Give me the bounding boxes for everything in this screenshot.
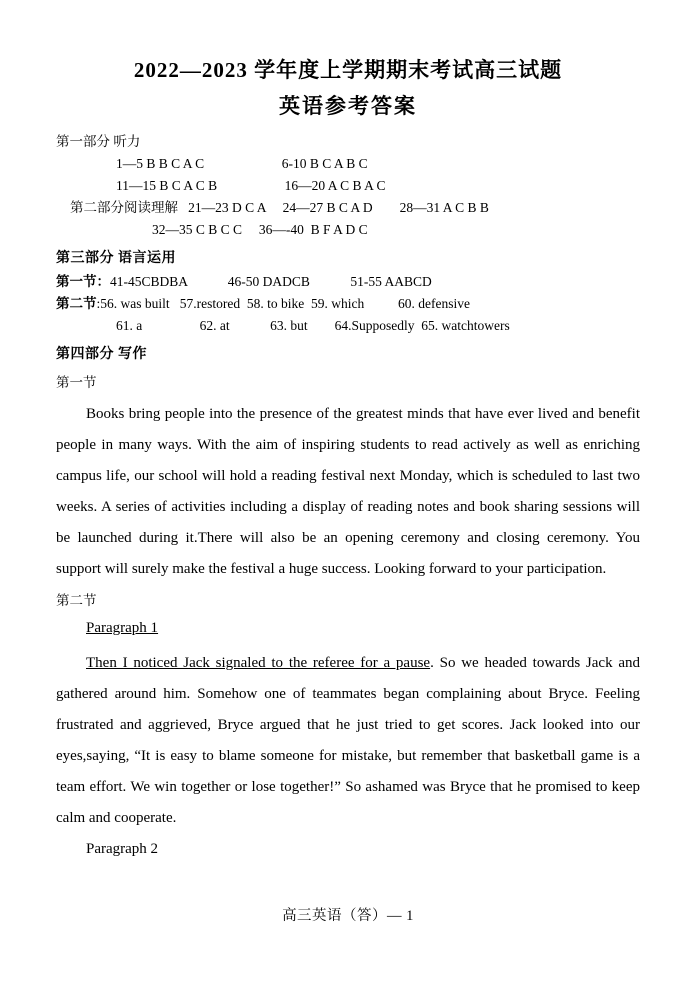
page-title: 2022—2023 学年度上学期期末考试高三试题	[133, 58, 563, 82]
writing-section-one-label: 第一节	[56, 375, 97, 390]
part-two-reading-label: 第二部分阅读理解 21—23 D C A 24—27 B C A D 28—31 A C B B	[70, 200, 489, 215]
listening-answers-row-2: 11—15 B C A C B 16—20 A C B A C	[116, 178, 386, 193]
section-two-answers-row-2: 61. a 62. at 63. but 64.Supposedly 65. watchtowers	[116, 318, 510, 333]
paragraph-one-heading-text: Paragraph 1	[86, 620, 159, 636]
part-three-label: 第三部分 语言运用	[56, 251, 176, 266]
section-one-label: 第一节：	[56, 274, 110, 289]
reading-answers-row-2: 32—35 C B C C 36—-40 B F A D C	[152, 222, 368, 237]
document-content	[56, 55, 640, 865]
section-one-row	[56, 271, 640, 293]
part-one-label: 第一部分 听力	[56, 134, 141, 149]
listening-answers-row-1: 1—5 B B C A C 6-10 B C A B C	[116, 156, 368, 171]
section-two-label: 第二节	[56, 296, 97, 311]
page-footer	[0, 904, 696, 925]
paragraph-one-body: . So we headed towards Jack and gathered around him. Somehow one of teammates began complaining about Bryce. Feeling frustrated and aggrieved, Bryce argued that he just tried to get scores. Jack looked into our eyes,saying, “It is easy to blame someone for mistake, but remember that basketball game is a team effort. We win together or lose together!” So ashamed was Bryce that he promised to keep calm and cooperate.	[56, 655, 640, 826]
continuation-paragraph-one	[56, 648, 640, 834]
section-one-answers: 41-45CBDBA 46-50 DADCB 51-55 AABCD	[110, 274, 432, 289]
paragraph-one-heading	[56, 613, 640, 644]
page-subtitle: 英语参考答案	[279, 94, 417, 118]
section-two-answers: :56. was built 57.restored 58. to bike 59. which 60. defensive	[96, 296, 470, 311]
page-footer-text: 高三英语（答）— 1	[282, 908, 414, 924]
part-four-label: 第四部分 写作	[56, 347, 147, 362]
essay-paragraph-one: Books bring people into the presence of the greatest minds that have ever lived and benefit people in many ways. With the aim of inspiring students to read actively as well as enriching campus life, our school will hold a reading festival next Monday, which is scheduled to last two weeks. A series of activities including a display of reading notes and book sharing sessions will be launched during it.There will also be an opening ceremony and closing ceremony. You support will surely make the festival a huge success. Looking forward to your participation.	[56, 406, 640, 577]
section-two-row	[56, 293, 640, 315]
writing-section-two-label: 第二节	[56, 593, 97, 608]
paragraph-two-heading: Paragraph 2	[86, 841, 159, 857]
paragraph-one-lead-sentence: Then I noticed Jack signaled to the referee for a pause	[86, 655, 431, 671]
